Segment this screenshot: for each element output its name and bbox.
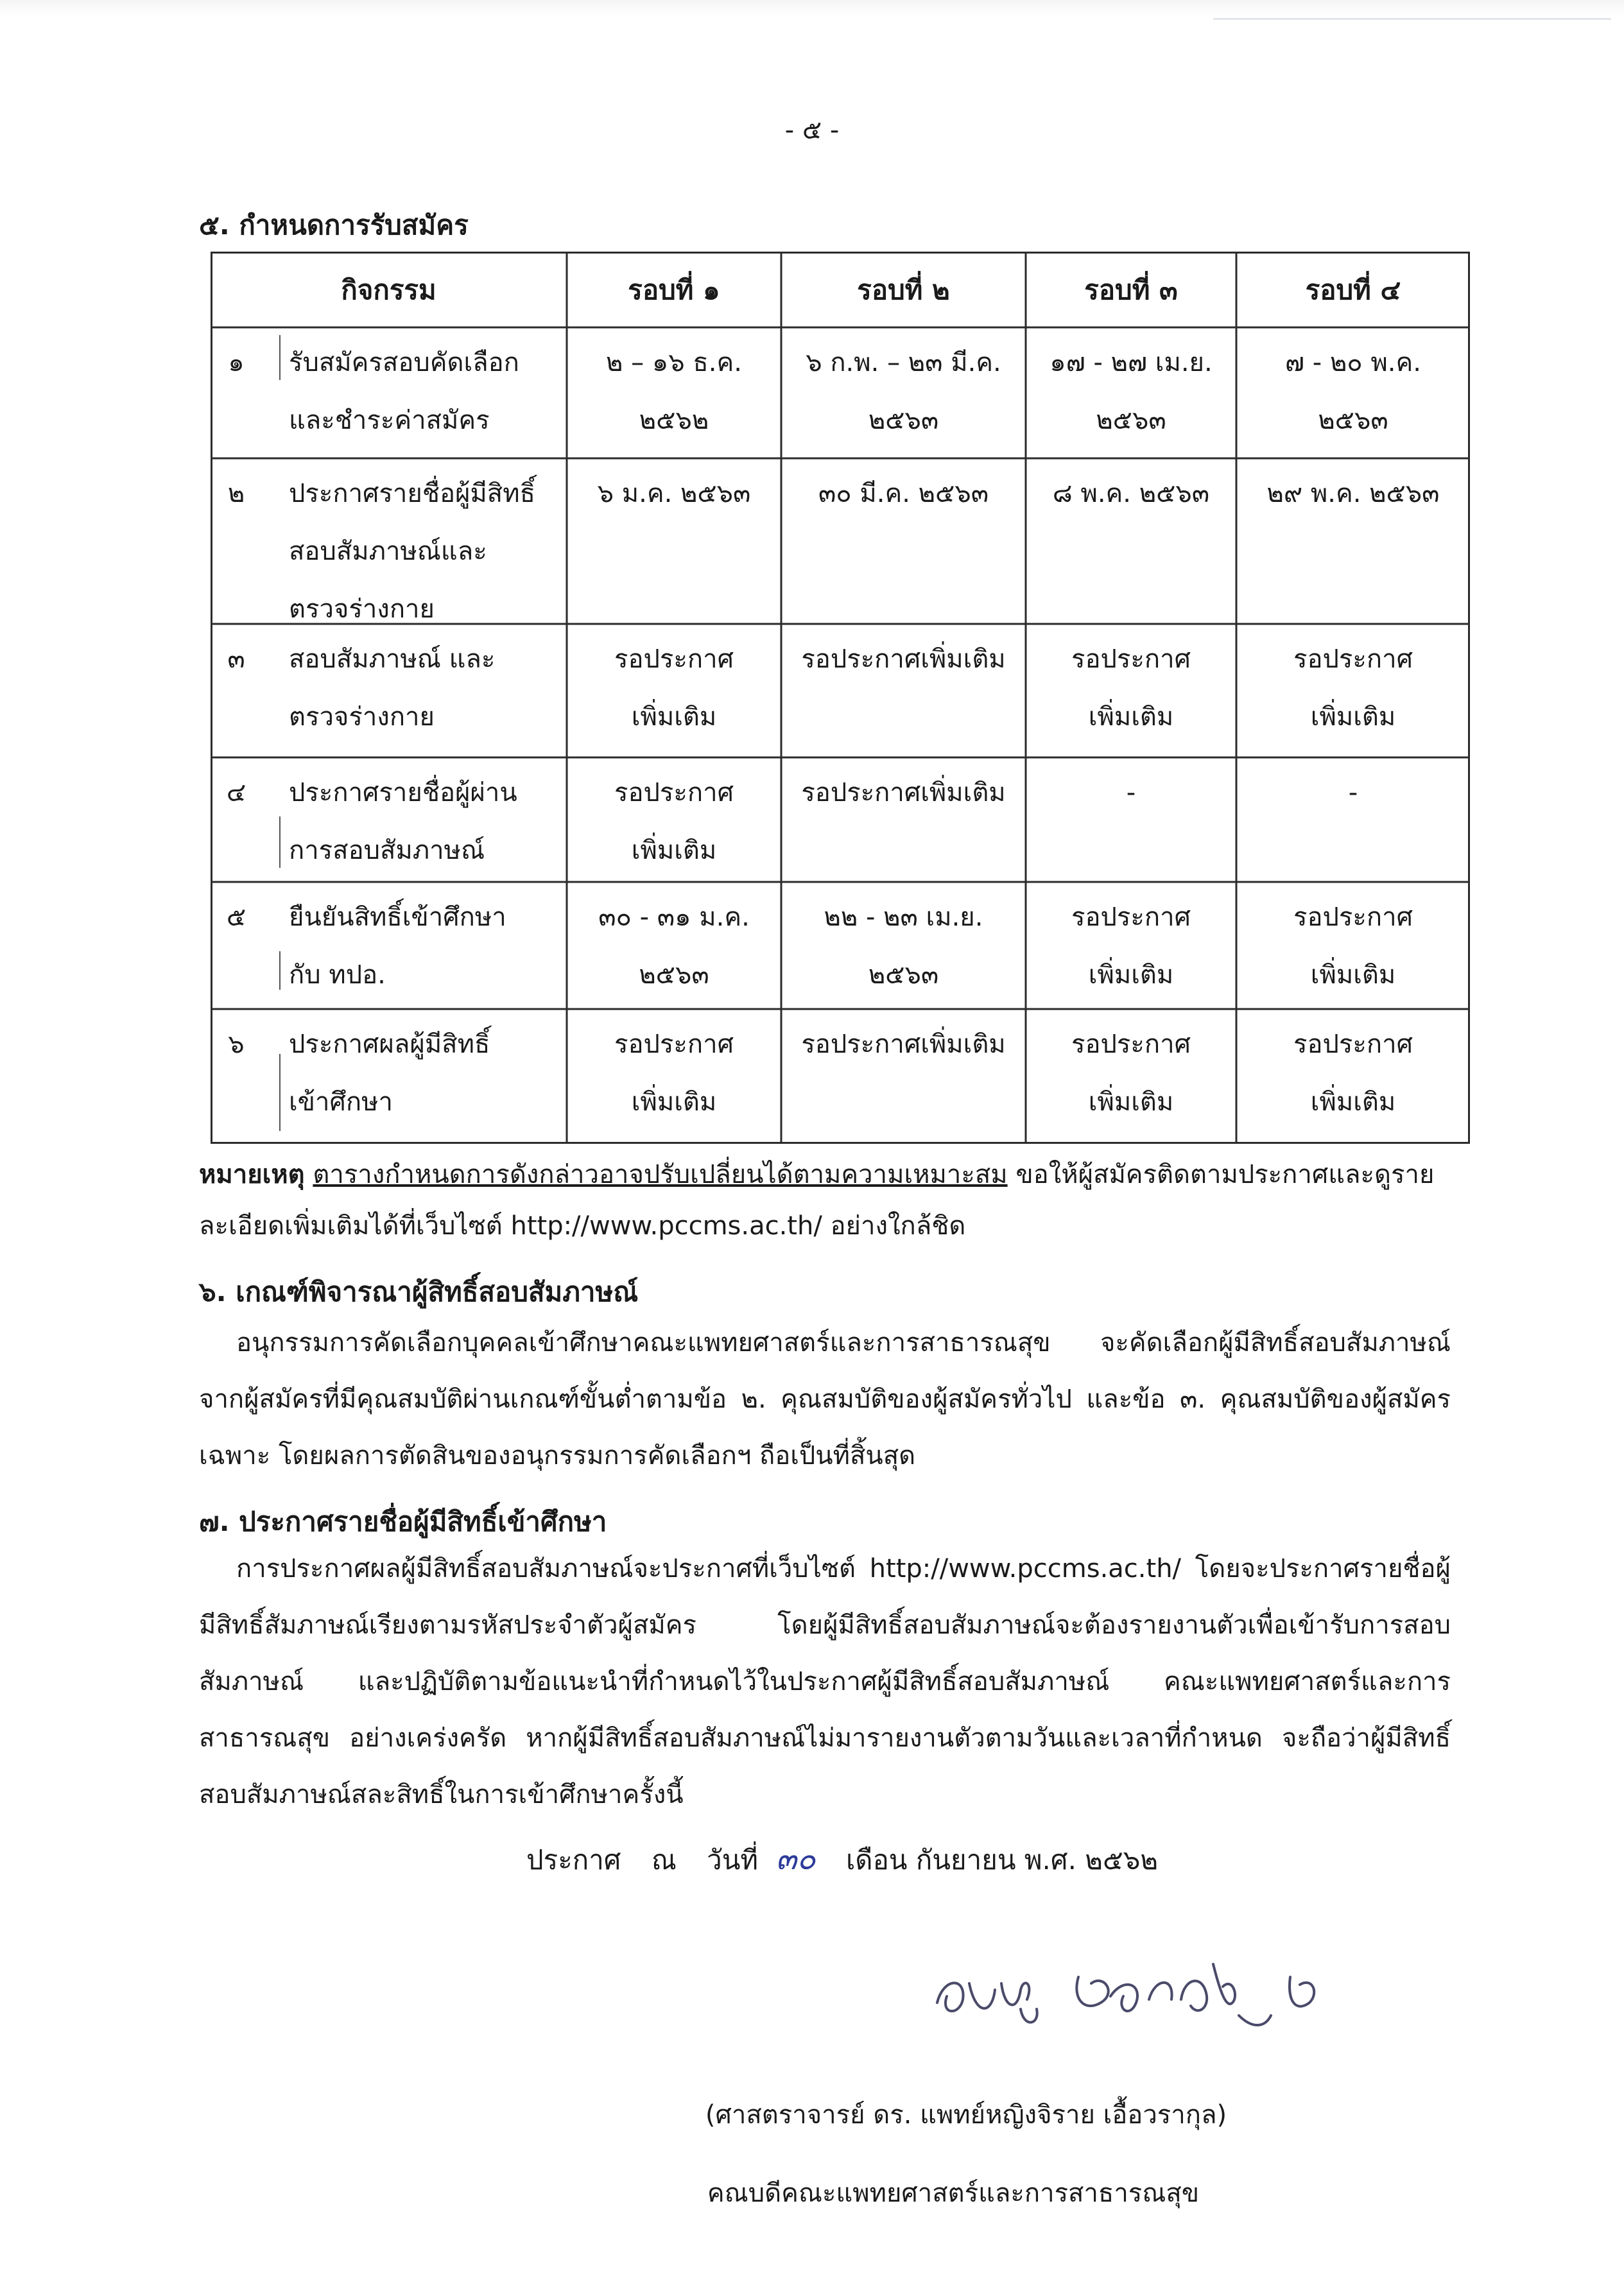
header-round-2: รอบที่ ๒: [857, 274, 950, 306]
scan-edge: [0, 0, 1624, 15]
scan-artifact-line: [1213, 18, 1611, 20]
handwritten-day: ๓๐: [775, 1841, 816, 1877]
round-4-date: รอประกาศ เพิ่มเติม: [1293, 644, 1413, 732]
section-7-paragraph: การประกาศผลผู้มีสิทธิ์สอบสัมภาษณ์จะประกาศที่เว็บไซต์ http://www.pccms.ac.th/ โดยจะประกาศรายชื่อผู้มีสิทธิ์สัมภาษณ์เรียงตามรหัสประจำตัวผู้สมัคร โดยผู้มีสิทธิ์สอบสัมภาษณ์จะต้องรายงานตัวเพื่อเข้ารับการสอบสัมภาษณ์ และปฏิบัติตามข้อแนะนำที่กำหนดไว้ในประกาศผู้มีสิทธิ์สอบสัมภาษณ์ คณะแพทยศาสตร์และการสาธารณสุข อย่างเคร่งครัด หากผู้มีสิทธิ์สอบสัมภาษณ์ไม่มารายงานตัวตามวันและเวลาที่กำหนด จะถือว่าผู้มีสิทธิ์สอบสัมภาษณ์สละสิทธิ์ในการเข้าศึกษาครั้งนี้: [199, 1554, 1451, 1809]
announce-month-year: เดือน กันยายน พ.ศ. ๒๕๖๒: [845, 1844, 1159, 1876]
round-3-date: รอประกาศ เพิ่มเติม: [1071, 1030, 1191, 1117]
announce-at: ณ: [651, 1844, 677, 1876]
round-3-date: รอประกาศ เพิ่มเติม: [1071, 902, 1191, 990]
round-1-date: รอประกาศ เพิ่มเติม: [614, 778, 734, 865]
activity-cell: ประกาศรายชื่อผู้มีสิทธิ์ สอบสัมภาษณ์และ ตรวจร่างกาย: [289, 479, 535, 624]
round-3-date: -: [1126, 778, 1136, 807]
section-6-heading: ๖. เกณฑ์พิจารณาผู้สิทธิ์สอบสัมภาษณ์: [199, 1276, 639, 1307]
signer-title: คณบดีคณะแพทยศาสตร์และการสาธารณสุข: [707, 2179, 1200, 2208]
row-number: ๕: [226, 902, 246, 932]
round-3-date: รอประกาศ เพิ่มเติม: [1071, 644, 1191, 732]
row-number: ๔: [226, 778, 246, 807]
header-round-3: รอบที่ ๓: [1084, 274, 1178, 306]
activity-cell: สอบสัมภาษณ์ และ ตรวจร่างกาย: [289, 644, 496, 732]
round-3-date: ๑๗ - ๒๗ เม.ย. ๒๕๖๓: [1050, 348, 1213, 435]
row-number: ๓: [227, 644, 245, 674]
header-round-1: รอบที่ ๑: [628, 274, 720, 306]
announcement-line: [526, 1834, 1180, 1883]
note-label: หมายเหตุ: [199, 1160, 305, 1189]
signer-name: (ศาสตราจารย์ ดร. แพทย์หญิงจิราย เอื้อวรากุล): [705, 2100, 1227, 2130]
round-2-date: ๓๐ มี.ค. ๒๕๖๓: [818, 479, 989, 508]
note-text: ขอให้ผู้สมัครติดตามประกาศและดูรายละเอียดเพิ่มเติมได้ที่เว็บไซต์ http://www.pccms.ac.th/ อย่างใกล้ชิด: [199, 1160, 1435, 1241]
round-4-date: รอประกาศ เพิ่มเติม: [1293, 902, 1413, 990]
round-2-date: ๒๒ - ๒๓ เม.ย. ๒๕๖๓: [824, 902, 983, 990]
activity-cell: รับสมัครสอบคัดเลือก และชำระค่าสมัคร: [289, 348, 519, 435]
schedule-note: [199, 1149, 1457, 1252]
announce-prefix: ประกาศ: [526, 1844, 621, 1876]
row-number: ๖: [228, 1030, 245, 1059]
note-underlined-text: ตารางกำหนดการดังกล่าวอาจปรับเปลี่ยนได้ตามความเหมาะสม: [313, 1160, 1008, 1189]
round-2-date: รอประกาศเพิ่มเติม: [801, 644, 1006, 674]
section-7-heading: ๗. ประกาศรายชื่อผู้มีสิทธิ์เข้าศึกษา: [199, 1506, 607, 1537]
round-4-date: -: [1348, 778, 1358, 807]
round-4-date: ๒๙ พ.ค. ๒๕๖๓: [1266, 479, 1440, 508]
header-activity: กิจกรรม: [341, 274, 436, 306]
schedule-table: [211, 252, 1470, 1144]
round-1-date: ๓๐ - ๓๑ ม.ค. ๒๕๖๓: [598, 902, 750, 990]
round-1-date: ๒ – ๑๖ ธ.ค. ๒๕๖๒: [606, 348, 742, 435]
round-2-date: รอประกาศเพิ่มเติม: [801, 778, 1006, 807]
round-1-date: ๖ ม.ค. ๒๕๖๓: [597, 479, 751, 508]
handwritten-signature: [931, 1938, 1380, 2041]
header-round-4: รอบที่ ๔: [1305, 274, 1401, 306]
activity-cell: ประกาศรายชื่อผู้ผ่าน การสอบสัมภาษณ์: [289, 778, 517, 865]
round-3-date: ๘ พ.ค. ๒๕๖๓: [1052, 479, 1210, 508]
round-1-date: รอประกาศ เพิ่มเติม: [614, 1030, 734, 1117]
page-number: - ๕ -: [784, 116, 840, 145]
round-2-date: ๖ ก.พ. – ๒๓ มี.ค. ๒๕๖๓: [806, 348, 1001, 435]
round-1-date: รอประกาศ เพิ่มเติม: [614, 644, 734, 732]
round-2-date: รอประกาศเพิ่มเติม: [801, 1030, 1006, 1059]
round-4-date: รอประกาศ เพิ่มเติม: [1293, 1030, 1413, 1117]
round-4-date: ๗ - ๒๐ พ.ค. ๒๕๖๓: [1285, 348, 1421, 435]
activity-cell: ยืนยันสิทธิ์เข้าศึกษา กับ ทปอ.: [289, 902, 506, 990]
row-number: ๑: [228, 348, 245, 377]
row-number: ๒: [227, 479, 245, 508]
section-6-paragraph: อนุกรรมการคัดเลือกบุคคลเข้าศึกษาคณะแพทยศาสตร์และการสาธารณสุข จะคัดเลือกผู้มีสิทธิ์สอบสัมภาษณ์จากผู้สมัครที่มีคุณสมบัติผ่านเกณฑ์ขั้นต่ำตามข้อ ๒. คุณสมบัติของผู้สมัครทั่วไป และข้อ ๓. คุณสมบัติของผู้สมัครเฉพาะ โดยผลการตัดสินของอนุกรรมการคัดเลือกฯ ถือเป็นที่สิ้นสุด: [199, 1328, 1451, 1471]
activity-cell: ประกาศผลผู้มีสิทธิ์ เข้าศึกษา: [289, 1030, 490, 1117]
section-5-heading: ๕. กำหนดการรับสมัคร: [199, 209, 469, 241]
announce-day-label: วันที่: [707, 1844, 759, 1876]
